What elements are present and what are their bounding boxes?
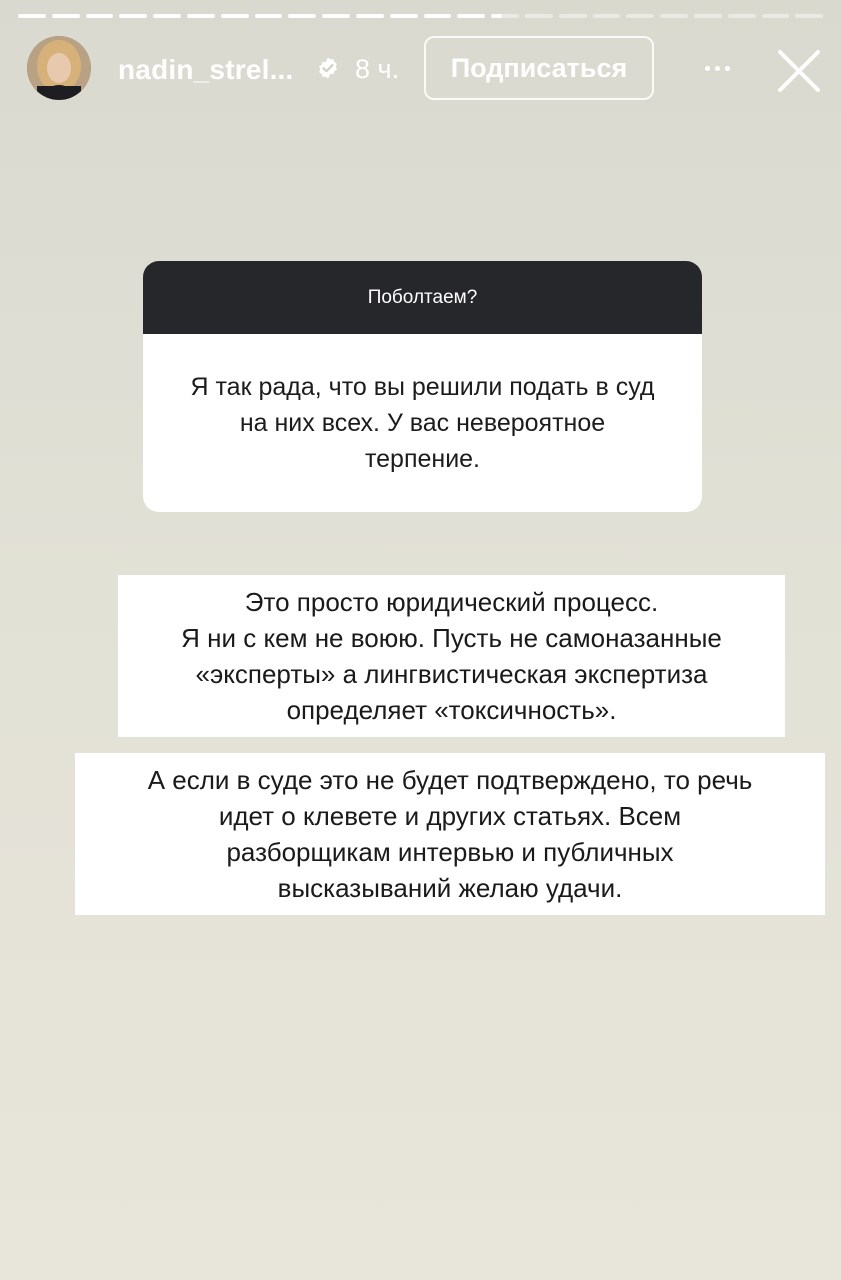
story-progress-segment	[255, 14, 283, 18]
reply-2-line: разборщикам интервью и публичных	[226, 837, 674, 867]
reply-2-line: идет о клевете и других статьях. Всем	[218, 801, 682, 831]
subscribe-button[interactable]: Подписаться	[424, 36, 654, 100]
story-progress-fill	[52, 14, 80, 18]
story-progress-segment	[187, 14, 215, 18]
story-progress-fill	[187, 14, 215, 18]
reply-1-line: «эксперты» а лингвистическая экспертиза	[195, 659, 708, 689]
question-sticker-text: Я так рада, что вы решили подать в суд на них всех. У вас невероятное терпение.	[190, 373, 655, 473]
avatar[interactable]	[27, 36, 91, 100]
story-progress-fill	[457, 14, 485, 18]
story-progress-segment	[795, 14, 823, 18]
story-progress-segment	[593, 14, 621, 18]
reply-text-block-2	[75, 753, 825, 915]
reply-text-block-1	[118, 575, 785, 737]
story-progress-segment	[457, 14, 485, 18]
reply-1-line: Я ни с кем не воюю. Пусть не самоназанные	[181, 623, 722, 653]
story-progress-fill	[153, 14, 181, 18]
story-progress-segment	[322, 14, 350, 18]
story-progress-segment	[288, 14, 316, 18]
story-progress-fill	[424, 14, 452, 18]
story-progress-fill	[288, 14, 316, 18]
reply-2-line: высказываний желаю удачи.	[277, 873, 623, 903]
story-progress-fill	[119, 14, 147, 18]
story-progress-segment	[119, 14, 147, 18]
story-progress-segment	[762, 14, 790, 18]
story-progress-segment	[86, 14, 114, 18]
story-progress-segment	[728, 14, 756, 18]
story-progress-segment	[424, 14, 452, 18]
story-progress-fill	[86, 14, 114, 18]
reply-2-line: А если в суде это не будет подтверждено, то речь	[147, 765, 753, 795]
story-progress-segment	[153, 14, 181, 18]
story-progress-segment	[18, 14, 46, 18]
story-progress-segment	[356, 14, 384, 18]
story-progress-segment	[626, 14, 654, 18]
reply-1-line: определяет «токсичность».	[286, 695, 617, 725]
story-progress-fill	[322, 14, 350, 18]
post-time: 8 ч.	[355, 54, 400, 84]
story-progress-segment	[390, 14, 418, 18]
story-progress-fill	[356, 14, 384, 18]
more-options-icon[interactable]	[693, 50, 741, 86]
verified-badge-icon	[316, 56, 340, 80]
story-progress-fill	[491, 14, 502, 18]
question-sticker-title: Поболтаем?	[143, 261, 702, 334]
avatar-image	[27, 36, 91, 100]
story-progress-segment	[221, 14, 249, 18]
story-progress-bar	[18, 14, 823, 18]
story-progress-fill	[255, 14, 283, 18]
story-header	[0, 30, 841, 110]
close-icon[interactable]	[772, 44, 826, 98]
story-progress-segment	[694, 14, 722, 18]
question-sticker	[143, 261, 702, 512]
story-progress-segment	[660, 14, 688, 18]
story-progress-fill	[390, 14, 418, 18]
story-progress-segment	[491, 14, 519, 18]
username[interactable]: nadin_strel...	[118, 54, 294, 85]
reply-1-line: Это просто юридический процесс.	[244, 587, 659, 617]
story-progress-fill	[18, 14, 46, 18]
story-progress-segment	[52, 14, 80, 18]
story-progress-fill	[221, 14, 249, 18]
story-progress-segment	[559, 14, 587, 18]
more-dot	[725, 66, 730, 71]
story-progress-segment	[525, 14, 553, 18]
more-dot	[705, 66, 710, 71]
more-dot	[715, 66, 720, 71]
